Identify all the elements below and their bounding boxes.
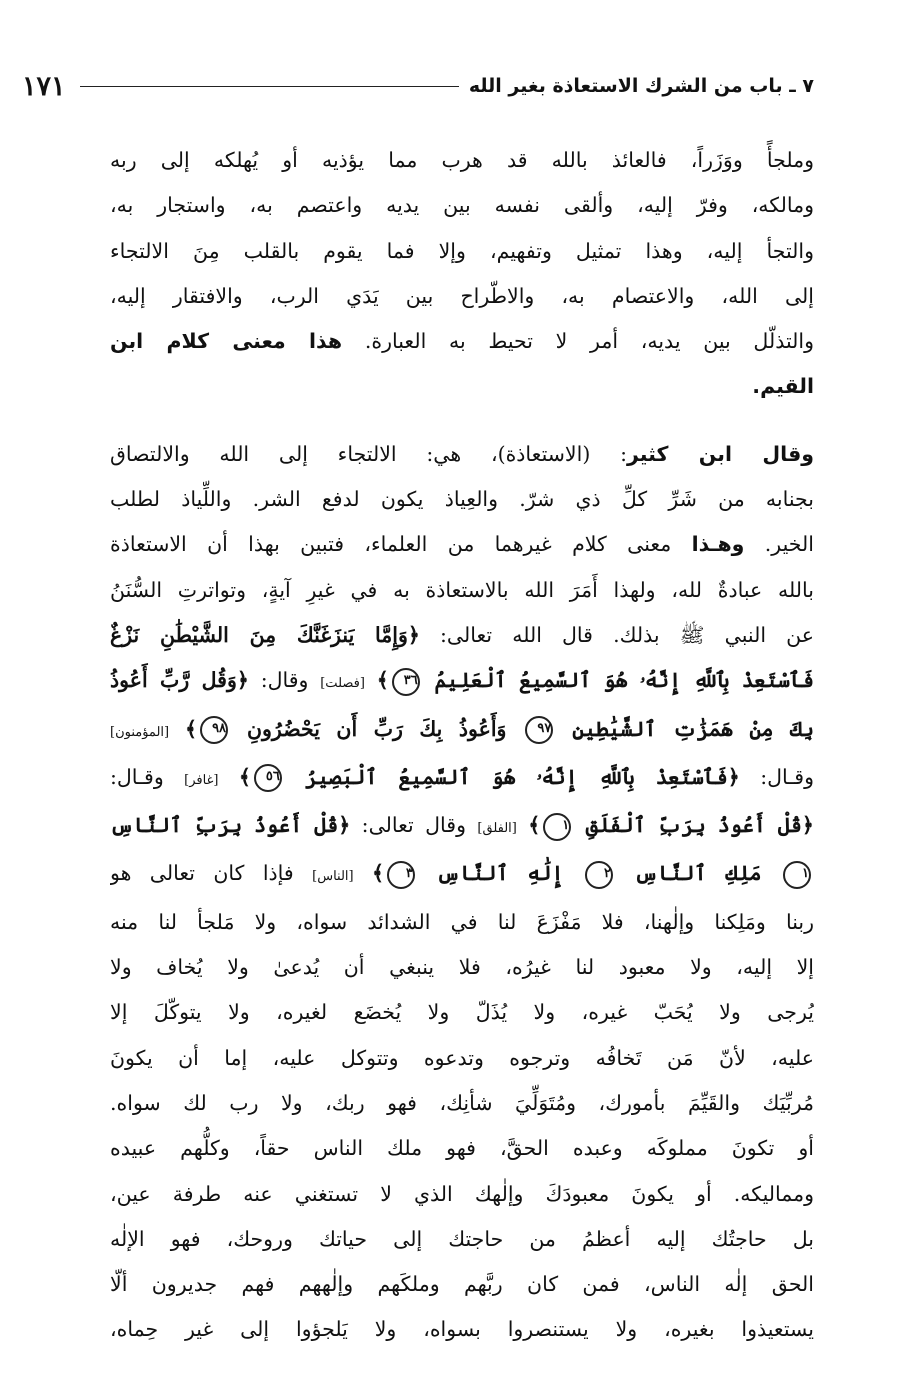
line-text: معنى كلام غيرهما من العلماء، فتبين بهذا أن الاستعاذة xyxy=(110,532,672,557)
line-text: فإذا كان تعالى هو xyxy=(110,861,294,886)
text-line xyxy=(110,364,814,409)
closing-bracket: ﴾ xyxy=(238,764,251,789)
line-text: الخير. xyxy=(764,532,814,557)
bold-phrase: وهـذا xyxy=(691,532,745,557)
text-line: يُرجى ولا يُحَبّ غيره، ولا يُذَلّ ولا يُخضَع لغيره، ولا يتوكّلَ إلا xyxy=(110,1000,814,1025)
text-line: عليه، لأنّ مَن تَخافُه وترجوه وتدعوه وتتوكل عليه، إما أن يكونَ xyxy=(110,1045,814,1070)
text-line xyxy=(110,613,814,658)
surah-reference: [غافر] xyxy=(184,772,219,788)
line-text: وقال تعالى: xyxy=(361,813,466,838)
text-line xyxy=(110,755,814,803)
quran-verse: ﴿وَإِمَّا يَنزَغَنَّكَ مِنَ الشَّيْطَٰنِ نَزْغٌ xyxy=(110,622,420,647)
closing-bracket: ﴾ xyxy=(372,861,385,886)
text-line xyxy=(110,522,814,567)
ayah-number-marker: ٣ xyxy=(387,861,415,889)
text-line: ربنا ومَلِكنا وإلٰهنا، فلا مَفْزَعَ لنا في الشدائد سواه، ولا مَلجأ لنا منه xyxy=(110,909,814,934)
text-line xyxy=(110,658,814,706)
text-line xyxy=(110,803,814,851)
quran-verse: وَأَعُوذُ بِكَ رَبِّ أَن يَحْضُرُونِ xyxy=(246,716,507,741)
text-line: يستعيذوا بغيره، ولا يستنصروا بسواه، ولا يَلجؤوا إلى غير حِماه، xyxy=(110,1317,814,1342)
closing-bracket: ﴾ xyxy=(185,716,198,741)
body-text xyxy=(110,138,814,1353)
quran-verse: فَٱسْتَعِذْ بِٱللَّهِ إِنَّهُۥ هُوَ ٱلسَّمِيعُ ٱلْعَلِيمُ xyxy=(434,668,814,693)
surah-reference: [المؤمنون] xyxy=(110,724,170,740)
text-line: الحق إلٰه الناس، فمن كان ربَّهم وملكَهم وإلٰههم فهم جديرون ألّا xyxy=(110,1272,814,1297)
bold-attribution: القيم. xyxy=(752,374,814,399)
line-text: وقـال: xyxy=(110,764,164,789)
line-text: وقـال: xyxy=(760,764,814,789)
bold-attribution: هذا معنى كلام ابن xyxy=(110,329,343,354)
text-line: بجنابه من شَرِّ كلِّ ذي شرّ. والعِياذ يكون لدفع الشر. واللِّياذ لطلب xyxy=(110,487,814,512)
quran-verse: بِكَ مِنْ هَمَزَٰتِ ٱلشَّيَٰطِينِ xyxy=(572,716,814,741)
ayah-number-marker: ١ xyxy=(543,813,571,841)
text-line: إلى الله، والاعتصام به، والاطّراح بين يَدَي الرب، والافتقار إليه، xyxy=(110,283,814,308)
text-line: بل حاجتُك إليه أعظمُ من حاجتك إلى حياتك وروحك، فهو الإلٰه xyxy=(110,1226,814,1251)
paragraph-ibn-kathir xyxy=(110,432,814,1353)
quran-verse: إِلَٰهِ ٱلنَّاسِ xyxy=(436,861,564,886)
running-header xyxy=(22,68,814,104)
text-line: وملجأً ووَزَراً، فالعائذ بالله قد هرب مما يؤذيه أو يُهلكه إلى ربه xyxy=(110,148,814,172)
ayah-number-marker: ١ xyxy=(783,861,811,889)
text-line: مُربِّيَك والقَيِّمَ بأمورك، ومُتَوَلِّيَ شأنِك، فهو ربك، ولا رب لك سواه. xyxy=(110,1090,814,1115)
text-line xyxy=(110,319,814,364)
ayah-number-marker: ٢ xyxy=(585,861,613,889)
ayah-number-marker: ٣٦ xyxy=(392,668,420,696)
surah-reference: [الفلق] xyxy=(477,821,517,837)
text-line xyxy=(110,432,814,477)
text-line: ومالكه، وفرّ إليه، وألقى نفسه بين يديه واعتصم به، واستجار به، xyxy=(110,193,814,218)
surah-reference: [فصلت] xyxy=(320,676,365,692)
ayah-number-marker: ٥٦ xyxy=(254,764,282,792)
quran-verse: ﴿فَٱسْتَعِذْ بِٱللَّهِ إِنَّهُۥ هُوَ ٱلسَّمِيعُ ٱلْبَصِيرُ xyxy=(305,764,740,789)
quran-verse: ﴿قُلْ أَعُوذُ بِرَبِّ ٱلْفَلَقِ xyxy=(585,813,814,838)
surah-reference: [الناس] xyxy=(312,869,354,885)
line-text: والتذلّل بين يديه، أمر لا تحيط به العبارة. xyxy=(364,329,814,354)
quran-verse: ﴿وَقُل رَّبِّ أَعُوذُ xyxy=(110,668,249,693)
text-line: ومماليكه. أو يكونَ معبودَكَ وإلٰهك الذي لا تستغني عنه طرفة عين، xyxy=(110,1181,814,1206)
ayah-number-marker: ٩٨ xyxy=(200,716,228,744)
page-number: ١٧١ xyxy=(22,70,66,102)
quran-verse: مَلِكِ ٱلنَّاسِ xyxy=(634,861,762,886)
ayah-number-marker: ٩٧ xyxy=(525,716,553,744)
quran-verse: ﴿قُلْ أَعُوذُ بِرَبِّ ٱلنَّاسِ xyxy=(110,813,351,838)
line-text: : (الاستعاذة)، هي: الالتجاء إلى الله والالتصاق xyxy=(110,441,627,466)
line-text: عن النبي ﷺ بذلك. قال الله تعالى: xyxy=(440,622,814,647)
closing-bracket: ﴾ xyxy=(376,668,389,693)
bold-author-name: وقال ابن كثير xyxy=(627,441,814,466)
text-line xyxy=(110,707,814,755)
text-line: بالله عبادةٌ لله، ولهذا أَمَرَ الله بالاستعاذة به في غيرِ آيةٍ، وتواترتِ السُّنَنُ xyxy=(110,577,814,602)
paragraph-ibn-qayyim xyxy=(110,138,814,410)
text-line xyxy=(110,851,814,899)
closing-bracket: ﴾ xyxy=(528,813,541,838)
text-line: والتجأ إليه، وهذا تمثيل وتفهيم، وإلا فما يقوم بالقلب مِنَ الالتجاء xyxy=(110,238,814,263)
header-rule xyxy=(80,86,459,87)
chapter-title: ٧ ـ باب من الشرك الاستعاذة بغير الله xyxy=(468,75,814,97)
text-line: أو تكونَ مملوكَه وعبده الحقَّ، فهو ملك الناس حقاً، وكلُّهم عبيده xyxy=(110,1136,814,1161)
text-line: إلا إليه، ولا معبود لنا غيرُه، فلا ينبغي أن يُدعىٰ ولا يُخاف ولا xyxy=(110,955,814,980)
line-text: وقال: xyxy=(260,668,309,693)
